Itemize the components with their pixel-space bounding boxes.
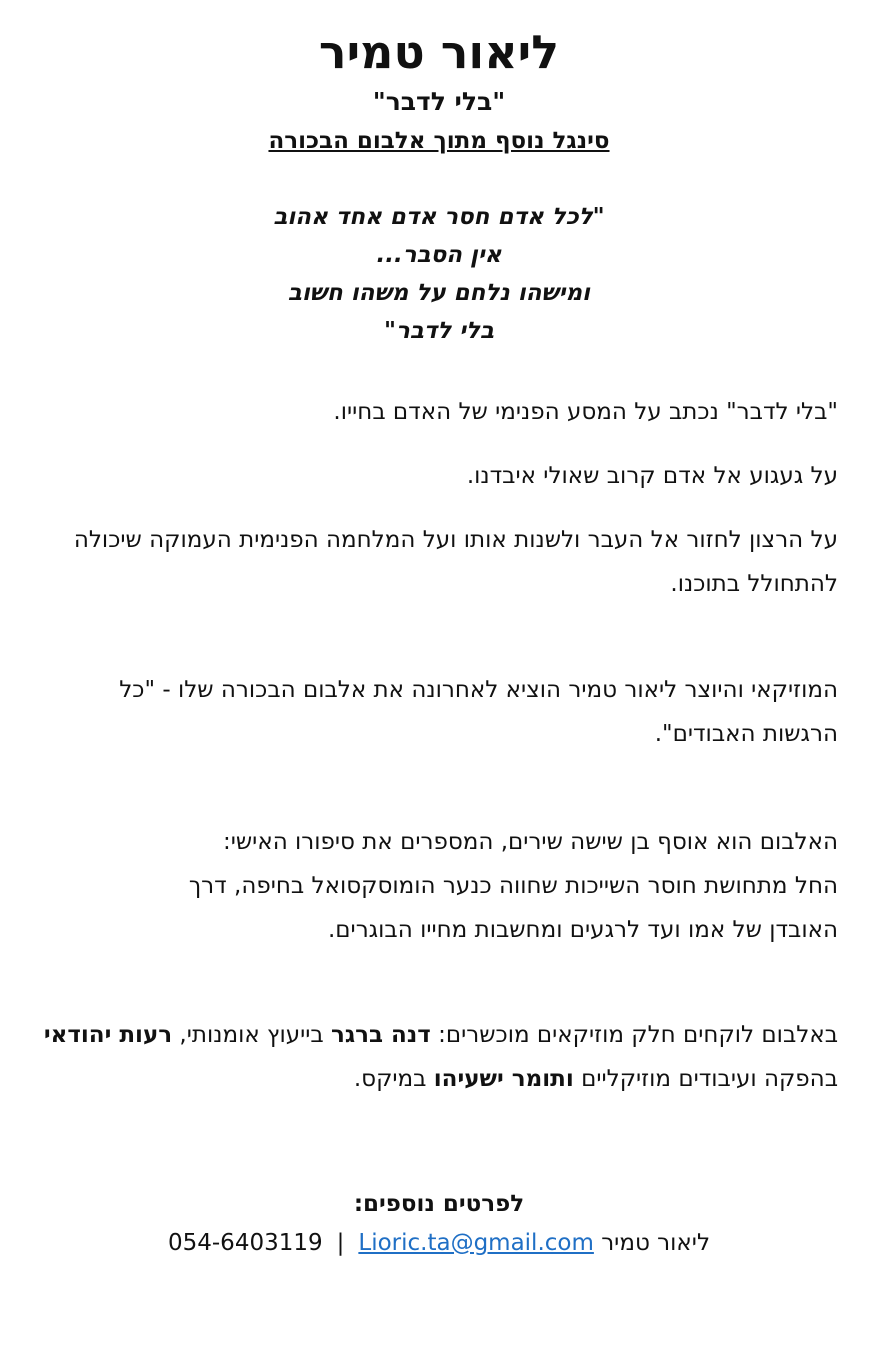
paragraph-longing: על געגוע אל אדם קרוב שאולי איבדנו. [466,463,838,489]
credit-name: דנה ברגר [331,1022,431,1048]
contact-name: ליאור טמיר [601,1230,711,1256]
paragraph-album-story [38,820,838,952]
contact-phone: 054-6403119 [167,1230,323,1256]
credit-name: ותומר ישעיהו [433,1066,574,1092]
credit-name: רעות יהודאי [43,1022,173,1048]
quote-line: אין הסבר... [376,242,502,268]
song-title: "בלי לדבר" [372,87,506,116]
contact-line [0,1224,878,1262]
lyrics-quote [0,198,878,350]
story-line: האלבום הוא אוסף בן שישה שירים, המספרים את סיפורו האישי: [222,829,838,855]
contact-heading: לפרטים נוספים: [353,1191,525,1217]
release-subtitle: סינגל נוסף מתוך אלבום הבכורה [268,128,610,154]
paragraph-album-release: המוזיקאי והיוצר ליאור טמיר הוציא לאחרונה את אלבום הבכורה שלו - "כל הרגשות האבודים". [119,677,838,747]
contact-email-link[interactable]: Lioric.ta@gmail.com [358,1230,594,1256]
quote-line: בלי לדבר" [383,318,494,344]
artist-name: ליאור טמיר [318,25,560,79]
credits-text: בייעוץ אומנותי, [172,1022,332,1048]
story-line: החל מתחושת חוסר השייכות שחווה כנער הומוסקסואל בחיפה, דרך [188,873,838,899]
paragraph-intro: "בלי לדבר" נכתב על המסע הפנימי של האדם בחייו. [333,399,838,425]
credits-text: בהפקה ועיבודים מוזיקליים [573,1066,838,1092]
story-line: האובדן של אמו ועד לרגעים ומחשבות מחייו הבוגרים. [327,917,838,943]
quote-line: ומישהו נלחם על משהו חשוב [287,280,591,306]
contact-separator: | [336,1230,345,1256]
quote-line: "לכל אדם חסר אדם אחד אהוב [273,204,605,230]
paragraph-credits [38,1013,838,1101]
credits-text: באלבום לוקחים חלק מוזיקאים מוכשרים: [430,1022,838,1048]
paragraph-inner-war: על הרצון לחזור אל העבר ולשנות אותו ועל המלחמה הפנימית העמוקה שיכולה להתחולל בתוכנו. [73,527,838,597]
credits-text: במיקס. [353,1066,434,1092]
